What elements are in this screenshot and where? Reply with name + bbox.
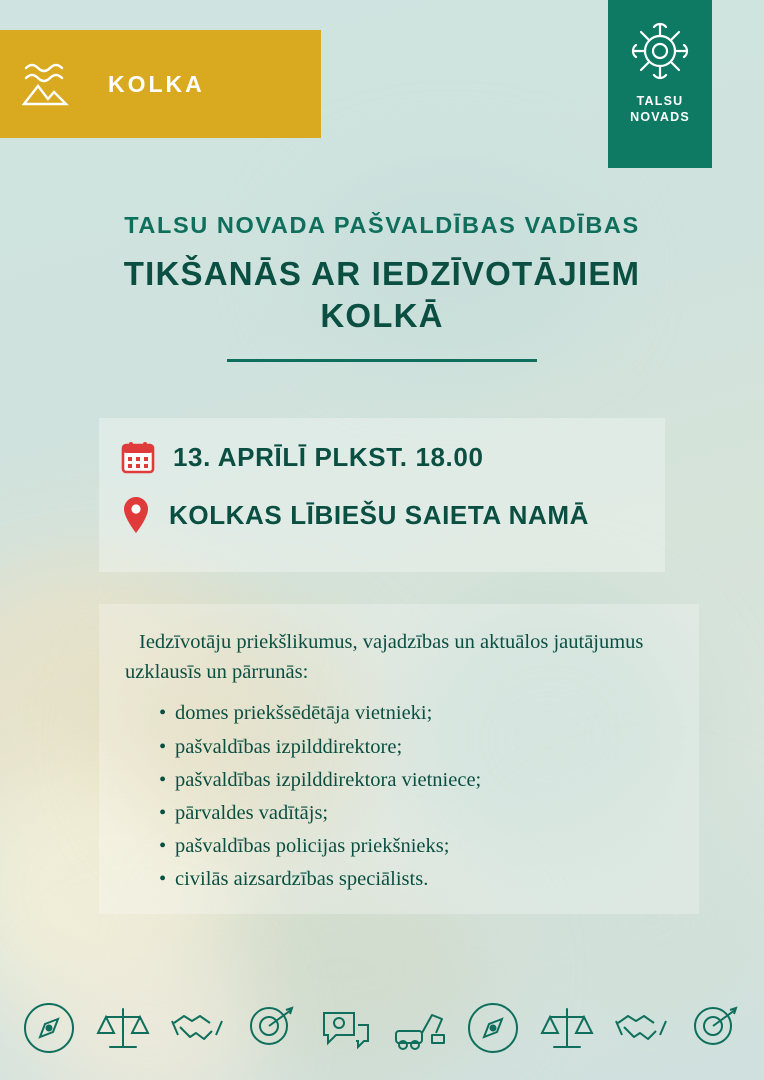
excavator-icon — [388, 997, 450, 1064]
page-title-line-2: KOLKĀ — [320, 297, 444, 335]
details-panel — [99, 604, 699, 914]
talsu-novads-logo — [608, 0, 712, 168]
calendar-icon — [121, 440, 155, 474]
details-lead: Iedzīvotāju priekšlikumus, vajadzības un aktuālos jautājumus uzklausīs un pārrunās: — [125, 631, 644, 683]
kolka-label: KOLKA — [108, 70, 205, 97]
location-pin-icon — [121, 496, 151, 534]
compass-icon — [462, 997, 524, 1064]
scales-icon — [92, 997, 154, 1064]
subtitle: TALSU NOVADA PAŠVALDĪBAS VADĪBAS — [124, 212, 640, 238]
waves-hill-icon — [22, 56, 86, 112]
event-date-row — [121, 440, 665, 474]
footer-icon-strip — [0, 997, 764, 1064]
divider — [227, 359, 537, 362]
list-item: • domes priekšsēdētāja vietnieki; — [159, 697, 673, 730]
event-info-panel — [99, 418, 665, 572]
list-item: • civilās aizsardzības speciālists. — [159, 863, 673, 896]
page-title-line-1: TIKŠANĀS AR IEDZĪVOTĀJIEM — [123, 255, 641, 292]
page-title — [0, 253, 764, 337]
event-place-row — [121, 496, 665, 534]
list-item: • pašvaldības izpilddirektore; — [159, 731, 673, 764]
talsu-novads-emblem-icon — [627, 18, 693, 84]
participants-list — [125, 697, 673, 896]
logo-line-2: NOVADS — [630, 109, 690, 124]
compass-icon — [18, 997, 80, 1064]
event-place: KOLKAS LĪBIEŠU SAIETA NAMĀ — [169, 499, 590, 530]
list-item: • pašvaldības izpilddirektora vietniece; — [159, 764, 673, 797]
target-arrow-icon — [684, 997, 746, 1064]
list-item: • pašvaldības policijas priekšnieks; — [159, 830, 673, 863]
title-block — [0, 212, 764, 362]
scales-icon — [536, 997, 598, 1064]
speech-location-icon — [314, 997, 376, 1064]
logo-text — [630, 94, 690, 125]
logo-line-1: TALSU — [636, 94, 684, 108]
event-date: 13. APRĪLĪ PLKST. 18.00 — [173, 441, 484, 472]
target-arrow-icon — [240, 997, 302, 1064]
kolka-badge — [0, 30, 321, 138]
handshake-icon — [610, 997, 672, 1064]
list-item: • pārvaldes vadītājs; — [159, 797, 673, 830]
handshake-icon — [166, 997, 228, 1064]
